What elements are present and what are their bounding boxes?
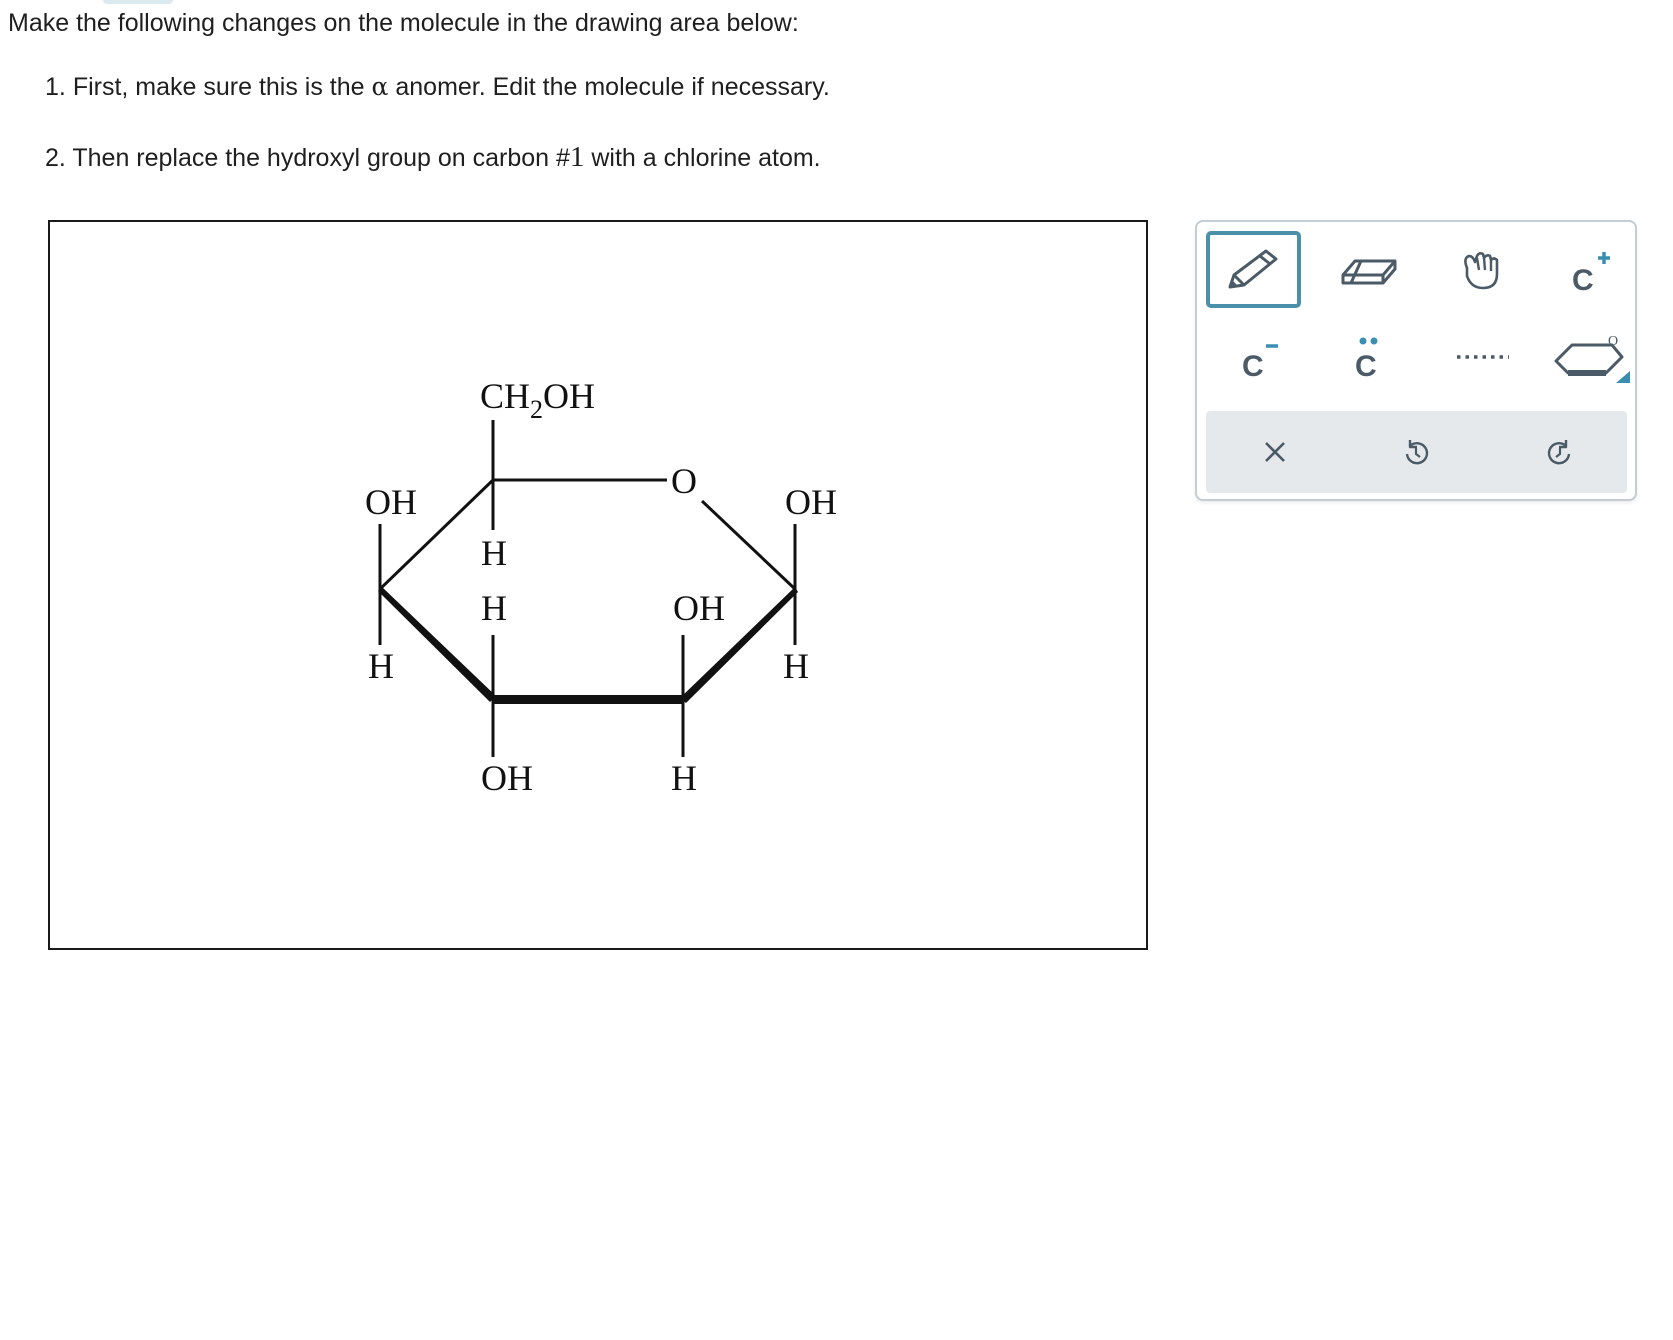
svg-text:O: O <box>1608 334 1619 349</box>
hand-tool-button[interactable] <box>1447 236 1517 306</box>
dotted-bond-tool-button[interactable] <box>1447 322 1517 392</box>
carbon-number: 1 <box>569 141 585 173</box>
instruction-step-1 <box>45 72 830 102</box>
bond-o-c1[interactable] <box>702 501 795 589</box>
redo-icon <box>1545 437 1575 467</box>
c5-down-label[interactable]: H <box>481 533 507 573</box>
undo-button[interactable] <box>1386 422 1446 482</box>
dotted-bond-icon <box>1452 347 1512 367</box>
pencil-tool-button[interactable] <box>1206 231 1301 308</box>
drawing-canvas[interactable] <box>48 220 1148 950</box>
close-icon <box>1260 437 1290 467</box>
carbocation-icon <box>1564 246 1620 296</box>
eraser-tool-button[interactable] <box>1334 236 1404 306</box>
carbanion-icon <box>1234 332 1290 382</box>
svg-text:C: C <box>1242 350 1264 382</box>
instructions-intro: Make the following changes on the molecule in the drawing area below: <box>8 9 799 37</box>
haworth-ring-tool-button[interactable] <box>1542 322 1632 392</box>
hand-icon <box>1457 246 1507 296</box>
c4-up-label[interactable]: OH <box>365 482 417 522</box>
c2-up-label[interactable]: OH <box>673 588 725 628</box>
c4-down-label[interactable]: H <box>368 646 394 686</box>
undo-icon <box>1401 437 1431 467</box>
svg-text:C: C <box>1572 264 1594 296</box>
lone-pair-tool-button[interactable] <box>1334 322 1404 392</box>
pencil-icon <box>1224 247 1284 293</box>
step-text: anomer. Edit the molecule if necessary. <box>395 73 830 101</box>
bond-c4-c3-wedge[interactable] <box>378 587 496 702</box>
instruction-step-2 <box>45 142 821 173</box>
svg-text:C: C <box>1355 350 1377 383</box>
action-bar <box>1206 411 1627 493</box>
step-text: Then replace the hydroxyl group on carbon # <box>72 144 570 172</box>
step-text: with a chlorine atom. <box>591 144 821 172</box>
alpha-symbol: α <box>371 72 389 101</box>
c3-down-label[interactable]: OH <box>481 758 533 798</box>
drawing-toolbar <box>1195 220 1637 501</box>
bond-c3-c2-bold[interactable] <box>493 695 683 704</box>
redo-button[interactable] <box>1530 422 1590 482</box>
ch2oh-label[interactable]: CH2OH <box>480 376 596 424</box>
c1-down-label[interactable]: H <box>783 646 809 686</box>
ring-template-icon <box>1542 327 1632 387</box>
c2-down-label[interactable]: H <box>671 758 697 798</box>
c3-up-label[interactable]: H <box>481 588 507 628</box>
positive-charge-tool-button[interactable] <box>1557 236 1627 306</box>
step-number: 2. <box>45 144 66 172</box>
clear-button[interactable] <box>1245 422 1305 482</box>
ring-oxygen-label[interactable]: O <box>671 461 697 501</box>
eraser-icon <box>1339 251 1399 291</box>
c1-up-label[interactable]: OH <box>785 482 837 522</box>
step-text: First, make sure this is the <box>72 73 365 101</box>
negative-charge-tool-button[interactable] <box>1227 322 1297 392</box>
lone-pair-icon <box>1341 329 1397 385</box>
molecule-haworth-projection[interactable] <box>50 222 1146 948</box>
step-number: 1. <box>45 73 66 101</box>
top-tab-stub <box>103 0 173 4</box>
